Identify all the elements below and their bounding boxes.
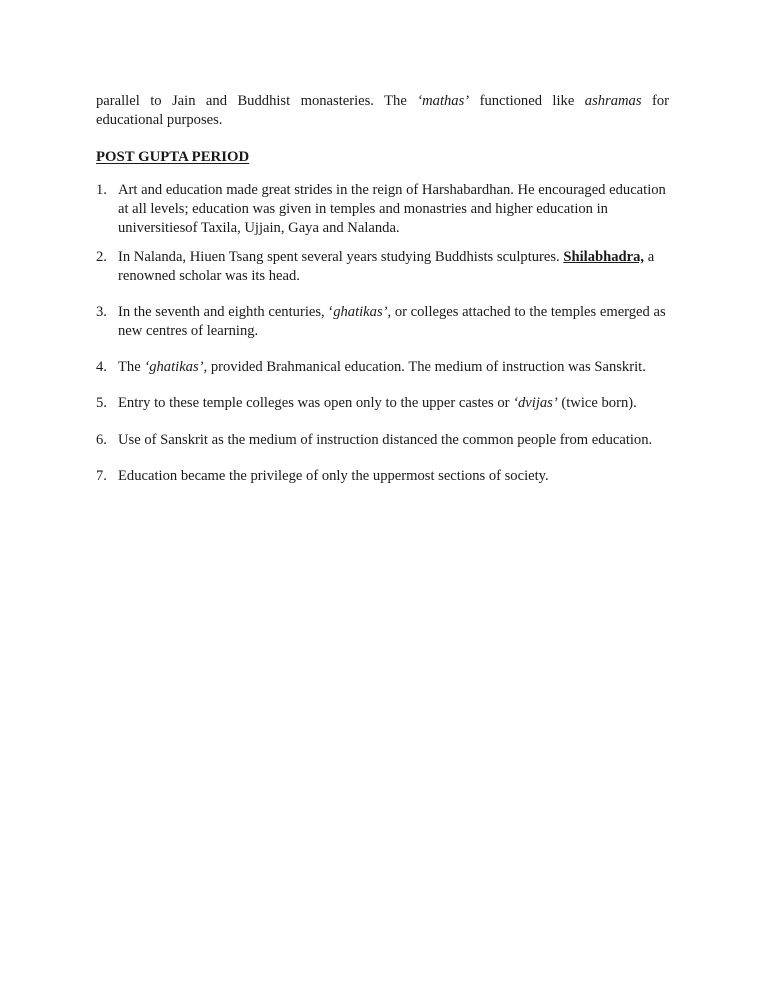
- list-item-number: 4.: [96, 359, 107, 375]
- list-item-number: 3.: [96, 304, 107, 320]
- list-item-text: [118, 431, 716, 450]
- intro-paragraph: [96, 92, 669, 130]
- list-item-text: [118, 248, 674, 286]
- list-item-number: 7.: [96, 468, 107, 484]
- list-item: [96, 467, 716, 486]
- text-run: Education became the privilege of only the uppermost sections of society.: [118, 468, 549, 484]
- term-mathas: ‘mathas’: [417, 93, 470, 109]
- list-item-text: [118, 358, 696, 377]
- text-run: functioned like: [469, 93, 585, 109]
- list-item: [96, 358, 696, 377]
- text-run: The: [118, 359, 145, 375]
- list-item-number: 5.: [96, 395, 107, 411]
- section-heading: POST GUPTA PERIOD: [96, 149, 250, 165]
- list-item-text: [118, 394, 696, 413]
- text-run: for: [641, 93, 669, 109]
- term-dvijas: ‘dvijas’: [513, 395, 558, 411]
- text-run: (twice born).: [557, 395, 637, 411]
- text-run: Use of Sanskrit as the medium of instruction distanced the common people from education.: [118, 432, 653, 448]
- text-run: In Nalanda, Hiuen Tsang spent several years studying Buddhists sculptures.: [118, 249, 564, 265]
- term-ashramas: ashramas: [584, 93, 642, 109]
- list-item: [96, 394, 696, 413]
- list-item: [96, 303, 671, 341]
- text-run: , or colleges attached to the temples emerged as new centres of learning.: [118, 304, 666, 339]
- list-item: [96, 181, 676, 238]
- name-shilabhadra: Shilabhadra,: [563, 249, 645, 265]
- intro-line-2: educational purposes.: [96, 112, 223, 128]
- text-run: a renowned scholar was its head.: [118, 249, 655, 284]
- list-item-text: [118, 467, 716, 486]
- list-item-number: 2.: [96, 249, 107, 265]
- text-run: parallel to Jain and Buddhist monasteries. The: [96, 93, 418, 109]
- list-item: [96, 248, 674, 286]
- text-run: , provided Brahmanical education. The medium of instruction was Sanskrit.: [203, 359, 646, 375]
- term-ghatikas: ghatikas’: [333, 304, 388, 320]
- list-item-text: [118, 303, 671, 341]
- list-item-number: 6.: [96, 432, 107, 448]
- text-run: Entry to these temple colleges was open only to the upper castes or: [118, 395, 514, 411]
- list-item-number: 1.: [96, 182, 107, 198]
- text-run: Art and education made great strides in the reign of Harshabardhan. He encouraged education at all levels; education was given in temples and monastries and higher education in universitiesof Taxila, Ujjain, Gaya and Nalanda.: [118, 182, 666, 236]
- text-run: In the seventh and eighth centuries, ‘: [118, 304, 334, 320]
- term-ghatikas: ‘ghatikas’: [144, 359, 204, 375]
- list-item: [96, 431, 716, 450]
- list-item-text: [118, 181, 676, 238]
- intro-line-1: [96, 92, 669, 111]
